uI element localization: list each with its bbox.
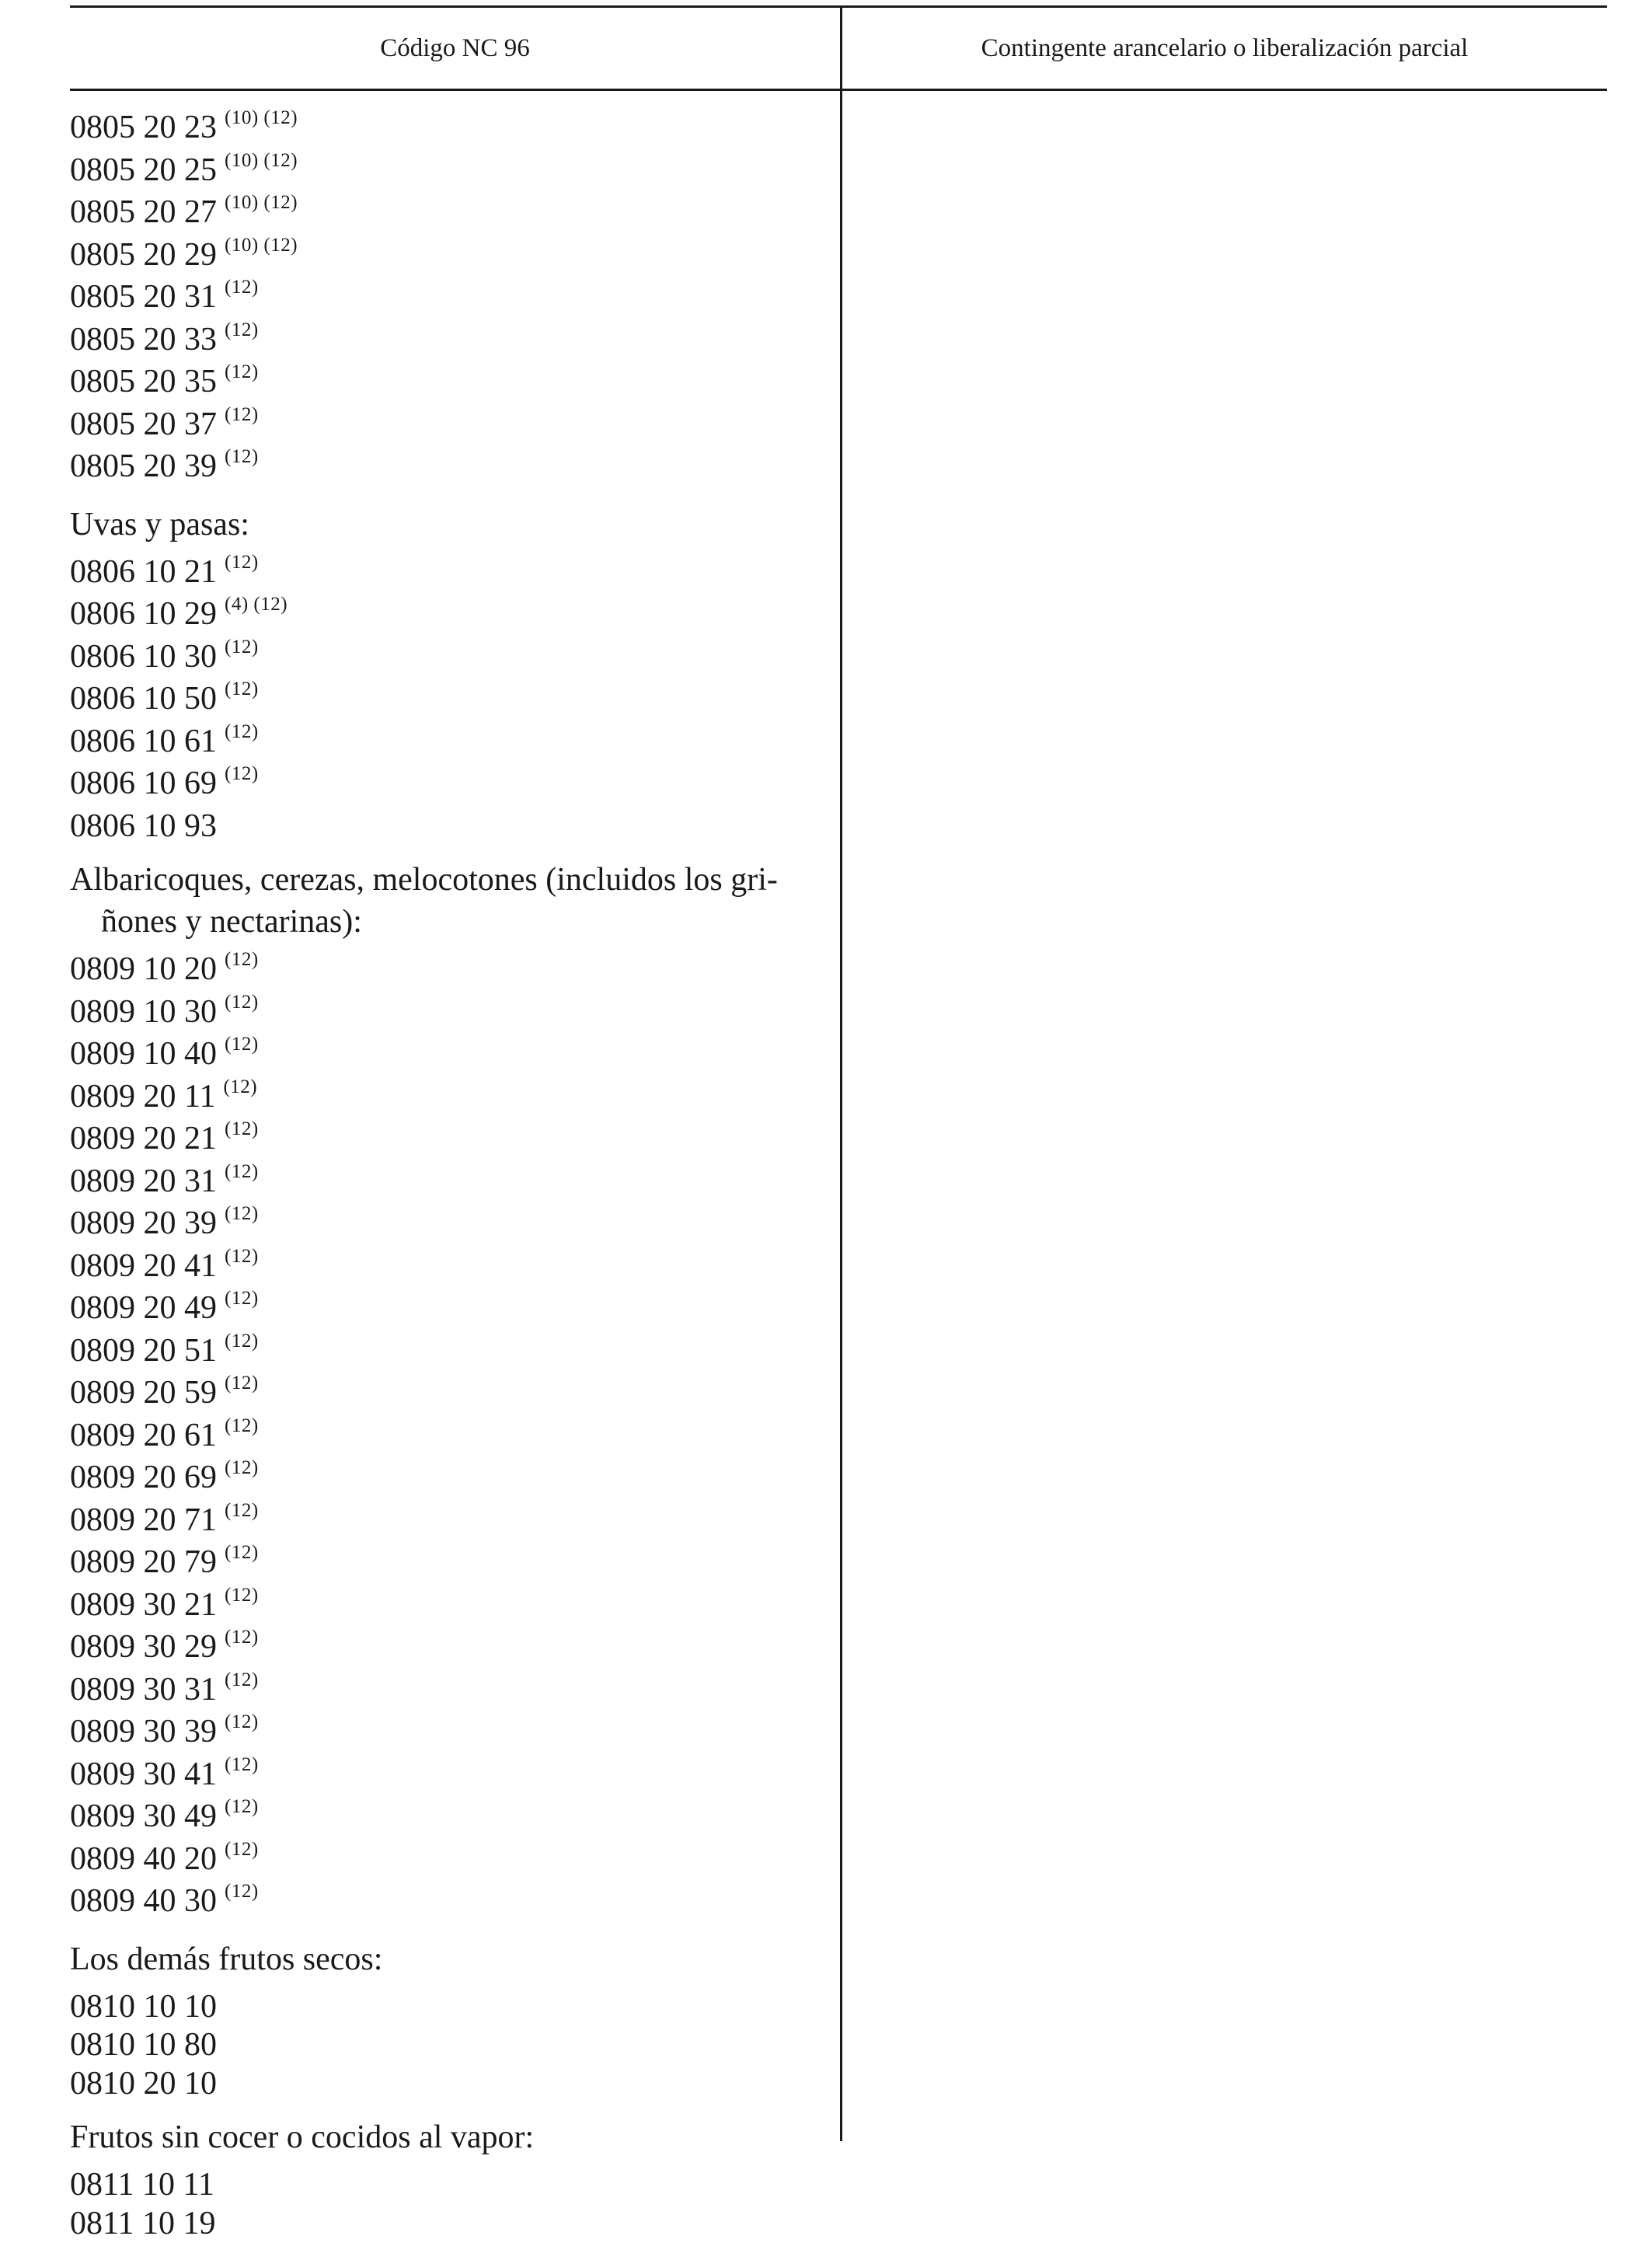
code-row xyxy=(70,1332,831,1375)
footnote-ref: (12) xyxy=(225,721,259,742)
code-row xyxy=(70,2026,831,2065)
footnote-ref: (12) xyxy=(225,404,259,425)
code-row xyxy=(70,2065,831,2104)
nc-code: 0805 20 25 xyxy=(70,152,217,188)
nc-code: 0809 30 41 xyxy=(70,1756,217,1792)
code-row xyxy=(70,951,831,993)
footnote-ref: (4) (12) xyxy=(225,594,288,615)
code-row xyxy=(70,1205,831,1247)
footnote-ref: (12) xyxy=(225,1288,259,1309)
code-row xyxy=(70,1035,831,1078)
nc-code: 0809 20 51 xyxy=(70,1333,217,1369)
nc-code: 0809 20 59 xyxy=(70,1375,217,1411)
code-row xyxy=(70,993,831,1036)
nc-code: 0809 20 39 xyxy=(70,1205,217,1241)
code-row xyxy=(70,2166,831,2205)
code-row xyxy=(70,1882,831,1925)
footnote-ref: (12) xyxy=(225,949,259,970)
nc-code: 0809 30 29 xyxy=(70,1629,217,1665)
code-row xyxy=(70,553,831,596)
footnote-ref: (12) xyxy=(225,361,259,382)
code-row xyxy=(70,1798,831,1840)
footnote-ref: (10) (12) xyxy=(225,107,298,128)
code-row xyxy=(70,448,831,490)
column-divider xyxy=(840,5,842,2141)
footnote-ref: (12) xyxy=(225,1161,259,1182)
footnote-ref: (12) xyxy=(225,1711,259,1732)
nc-code: 0805 20 23 xyxy=(70,110,217,145)
code-row xyxy=(70,1713,831,1756)
code-row xyxy=(70,406,831,448)
code-row xyxy=(70,1374,831,1417)
footnote-ref: (10) (12) xyxy=(225,150,298,171)
code-row xyxy=(70,152,831,194)
nc-code: 0809 10 40 xyxy=(70,1036,217,1072)
code-row xyxy=(70,1671,831,1714)
footnote-ref: (12) xyxy=(225,1796,259,1817)
nc-code: 0806 10 50 xyxy=(70,681,217,717)
nc-code: 0805 20 31 xyxy=(70,279,217,315)
footnote-ref: (12) xyxy=(225,1373,259,1394)
nc-code: 0810 10 10 xyxy=(70,1989,217,2025)
footnote-ref: (12) xyxy=(225,552,259,573)
code-row xyxy=(70,278,831,321)
nc-code: 0811 10 19 xyxy=(70,2206,215,2241)
code-row xyxy=(70,1502,831,1544)
footnote-ref: (12) xyxy=(225,637,259,658)
nc-code: 0805 20 39 xyxy=(70,448,217,484)
nc-code: 0809 20 61 xyxy=(70,1418,217,1453)
footnote-ref: (12) xyxy=(225,1585,259,1606)
footnote-ref: (12) xyxy=(225,1331,259,1352)
section-heading: Albaricoques, cerezas, melocotones (incluidos los gri-ñones y nectarinas): xyxy=(70,859,831,943)
header-quota: Contingente arancelario o liberalización parcial xyxy=(842,8,1607,89)
nc-code: 0809 20 31 xyxy=(70,1163,217,1199)
code-row xyxy=(70,1120,831,1163)
code-row xyxy=(70,1289,831,1332)
code-row xyxy=(70,1078,831,1121)
code-row xyxy=(70,1840,831,1883)
table-header-rule xyxy=(70,89,1607,91)
code-row xyxy=(70,638,831,681)
nc-code: 0809 30 31 xyxy=(70,1672,217,1708)
nc-code: 0809 30 49 xyxy=(70,1798,217,1834)
footnote-ref: (12) xyxy=(225,1415,259,1436)
footnote-ref: (12) xyxy=(225,1457,259,1478)
code-row xyxy=(70,236,831,279)
nc-code: 0809 20 71 xyxy=(70,1502,217,1538)
nc-code: 0806 10 29 xyxy=(70,596,217,632)
nc-code: 0809 20 79 xyxy=(70,1544,217,1580)
nc-code: 0810 10 80 xyxy=(70,2027,217,2063)
footnote-ref: (12) xyxy=(225,1034,259,1055)
code-row xyxy=(70,680,831,723)
nc-code: 0809 20 69 xyxy=(70,1460,217,1495)
nc-code: 0809 20 21 xyxy=(70,1121,217,1156)
nc-code: 0805 20 35 xyxy=(70,364,217,399)
footnote-ref: (12) xyxy=(225,1754,259,1775)
code-row xyxy=(70,321,831,364)
code-row xyxy=(70,2205,831,2243)
nc-code: 0805 20 29 xyxy=(70,237,217,273)
code-row xyxy=(70,1756,831,1798)
nc-code: 0806 10 61 xyxy=(70,724,217,759)
nc-code: 0810 20 10 xyxy=(70,2066,217,2102)
code-row xyxy=(70,1988,831,2027)
footnote-ref: (12) xyxy=(225,277,259,298)
nc-code: 0806 10 30 xyxy=(70,639,217,675)
footnote-ref: (12) xyxy=(225,319,259,340)
nc-code: 0805 20 37 xyxy=(70,406,217,442)
code-row xyxy=(70,1459,831,1502)
footnote-ref: (12) xyxy=(225,1627,259,1648)
nc-code: 0805 20 27 xyxy=(70,194,217,230)
nc-code: 0806 10 93 xyxy=(70,808,217,844)
footnote-ref: (12) xyxy=(225,446,259,467)
code-row xyxy=(70,1586,831,1629)
nc-code: 0805 20 33 xyxy=(70,322,217,358)
footnote-ref: (12) xyxy=(225,1246,259,1267)
nc-code: 0809 20 49 xyxy=(70,1290,217,1326)
code-row xyxy=(70,1628,831,1671)
footnote-ref: (10) (12) xyxy=(225,192,298,213)
nc-code: 0809 40 30 xyxy=(70,1883,217,1919)
code-column xyxy=(70,109,831,2243)
section-heading: Frutos sin cocer o cocidos al vapor: xyxy=(70,2116,831,2158)
nc-code: 0809 20 11 xyxy=(70,1079,215,1115)
code-row xyxy=(70,1247,831,1290)
footnote-ref: (12) xyxy=(225,1669,259,1690)
section-heading: Uvas y pasas: xyxy=(70,504,831,546)
nc-code: 0809 30 21 xyxy=(70,1587,217,1623)
nc-code: 0809 10 20 xyxy=(70,951,217,987)
footnote-ref: (12) xyxy=(223,1076,257,1097)
code-row xyxy=(70,109,831,152)
footnote-ref: (12) xyxy=(225,992,259,1013)
nc-code: 0811 10 11 xyxy=(70,2167,214,2203)
footnote-ref: (12) xyxy=(225,1500,259,1521)
footnote-ref: (10) (12) xyxy=(225,235,298,256)
footnote-ref: (12) xyxy=(225,1203,259,1224)
code-row xyxy=(70,808,831,846)
footnote-ref: (12) xyxy=(225,1542,259,1563)
footnote-ref: (12) xyxy=(225,763,259,784)
footnote-ref: (12) xyxy=(225,1118,259,1139)
code-row xyxy=(70,194,831,236)
footnote-ref: (12) xyxy=(225,1839,259,1860)
code-row xyxy=(70,765,831,808)
nc-code: 0806 10 21 xyxy=(70,554,217,590)
section-heading: Los demás frutos secos: xyxy=(70,1938,831,1980)
code-row xyxy=(70,363,831,406)
code-row xyxy=(70,595,831,638)
nc-code: 0809 30 39 xyxy=(70,1714,217,1749)
nc-code: 0809 10 30 xyxy=(70,994,217,1030)
code-row xyxy=(70,723,831,766)
nc-code: 0809 40 20 xyxy=(70,1841,217,1877)
code-row xyxy=(70,1544,831,1586)
nc-code: 0806 10 69 xyxy=(70,766,217,801)
header-code: Código NC 96 xyxy=(70,8,840,89)
footnote-ref: (12) xyxy=(225,1881,259,1902)
footnote-ref: (12) xyxy=(225,678,259,699)
code-row xyxy=(70,1417,831,1460)
nc-code: 0809 20 41 xyxy=(70,1248,217,1284)
code-row xyxy=(70,1163,831,1205)
